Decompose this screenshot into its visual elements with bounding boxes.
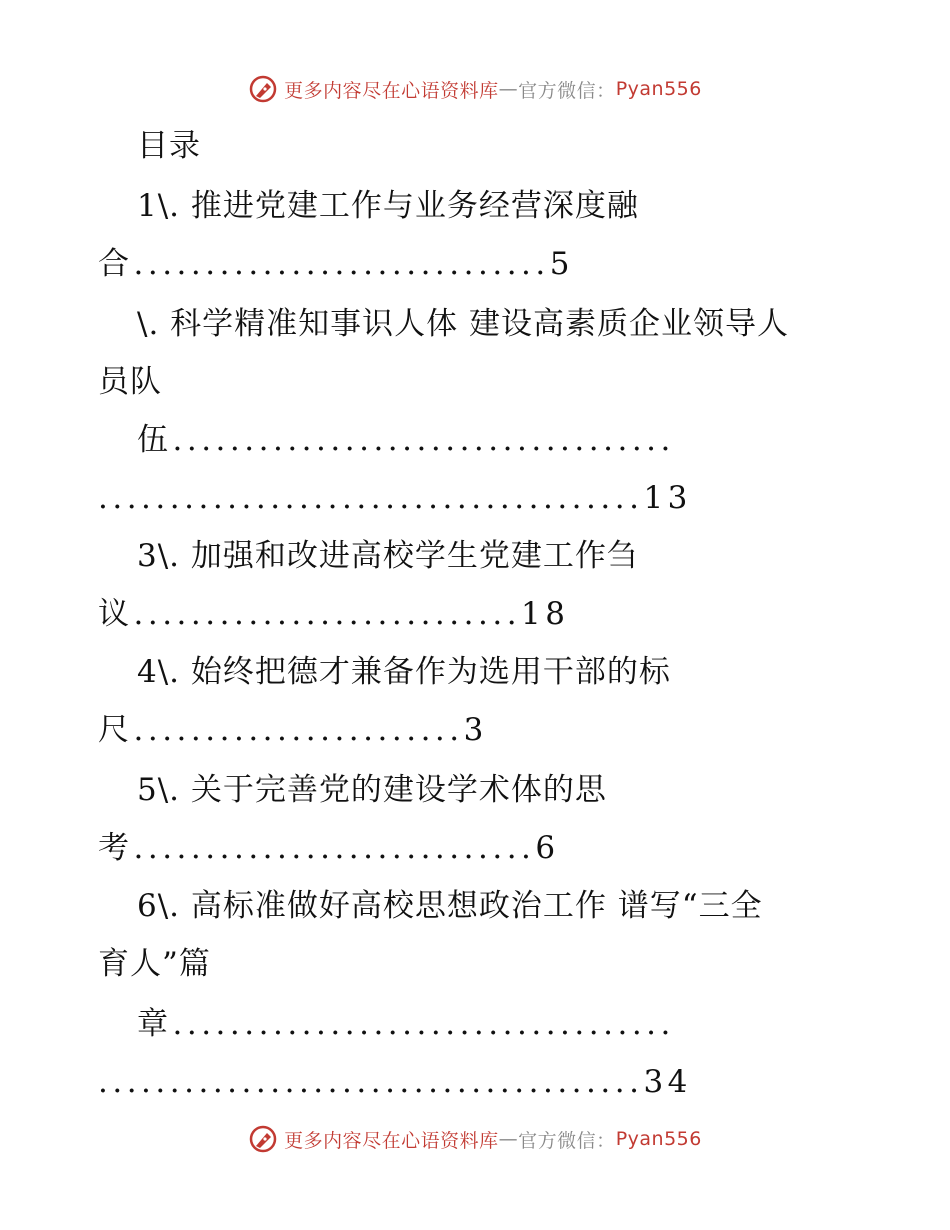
- toc-line: 6\. 高标准做好高校思想政治工作 谱写“三全: [137, 888, 763, 924]
- watermark-official-text: 官方微信：: [518, 79, 616, 102]
- toc-line: 合.............................5: [98, 246, 574, 282]
- toc-line: 1\. 推进党建工作与业务经营深度融: [137, 188, 639, 224]
- toc-line: 育人”篇: [98, 946, 211, 982]
- toc-line: 章...................................: [137, 1006, 675, 1042]
- watermark-site-text: 更多内容尽在心语资料库: [284, 1129, 499, 1152]
- watermark-official-text: 官方微信：: [518, 1129, 616, 1152]
- watermark-site-text: 更多内容尽在心语资料库: [284, 79, 499, 102]
- toc-line: ......................................13: [98, 480, 692, 516]
- toc-title: 目录: [137, 128, 201, 164]
- pen-nib-logo-icon: [248, 74, 278, 104]
- watermark-wechat-id: Pyan556: [615, 1128, 702, 1150]
- watermark-separator: —: [498, 1128, 519, 1150]
- watermark-separator: —: [498, 78, 519, 100]
- toc-line: 员队: [98, 364, 162, 400]
- toc-line: 考............................6: [98, 830, 560, 866]
- toc-line: 议...........................18: [98, 596, 570, 632]
- toc-line: 4\. 始终把德才兼备作为选用干部的标: [137, 654, 671, 690]
- toc-line: \. 科学精准知事识人体 建设高素质企业领导人: [137, 306, 790, 342]
- toc-line: 3\. 加强和改进高校学生党建工作刍: [137, 538, 639, 574]
- toc-line: 5\. 关于完善党的建设学术体的思: [137, 772, 607, 808]
- toc-line: ......................................34: [98, 1064, 692, 1100]
- watermark-wechat-id: Pyan556: [615, 78, 702, 100]
- header-watermark: [0, 74, 950, 104]
- toc-line: 伍...................................: [137, 422, 675, 458]
- pen-nib-logo-icon: [248, 1124, 278, 1154]
- footer-watermark: [0, 1124, 950, 1154]
- toc-line: 尺.......................3: [98, 712, 488, 748]
